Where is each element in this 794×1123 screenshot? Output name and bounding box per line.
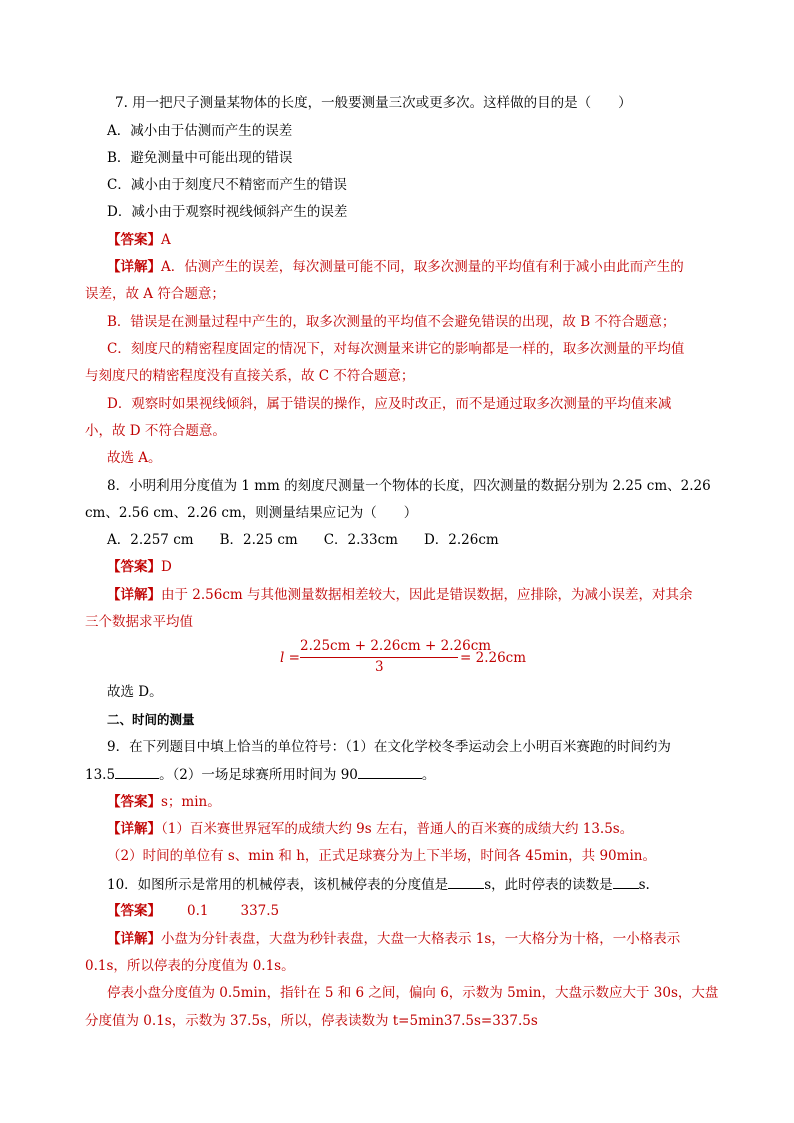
q10-detail-tag: 【详解】 xyxy=(107,931,161,947)
q10-detail-line: 停表小盘分度值为 0.5min，指针在 5 和 6 之间，偏向 6，示数为 5min，大盘示数应大于 30s，大盘 xyxy=(107,985,719,1001)
q7-detail-line: B．错误是在测量过程中产生的，取多次测量的平均值不会避免错误的出现，故 B 不符合题意； xyxy=(107,314,676,330)
q9-detail-line: （2）时间的单位有 s、min 和 h，正式足球赛分为上下半场，时间各 45min，共 90min。 xyxy=(107,848,656,864)
q10-stem-text: s，此时停表的读数是 xyxy=(484,877,613,893)
q7-detail-tag: 【详解】 xyxy=(107,259,161,275)
q8-options-row xyxy=(107,531,499,549)
q7-detail-row-1 xyxy=(107,258,684,276)
q7-answer-row xyxy=(107,231,171,249)
q7-conclusion: 故选 A。 xyxy=(107,450,162,466)
q8-option-a: A．2.257 cm xyxy=(107,532,194,548)
q10-detail-line: 小盘为分针表盘，大盘为秒针表盘，大盘一大格表示 1s，一大格分为十格，一小格表示 xyxy=(161,931,681,947)
q10-answer-row xyxy=(107,902,279,920)
q7-detail-line: 与刻度尺的精密程度没有直接关系，故 C 不符合题意； xyxy=(85,368,415,384)
q9-answer-tag: 【答案】 xyxy=(107,794,161,810)
q10-stem xyxy=(107,875,650,894)
q8-answer-tag: 【答案】 xyxy=(107,559,161,575)
q7-detail-line: 小，故 D 不符合题意。 xyxy=(85,423,226,439)
q7-detail-line: 误差，故 A 符合题意； xyxy=(85,286,225,302)
q8-detail-line: 由于 2.56cm 与其他测量数据相差较大，因此是错误数据，应排除，为减小误差，对其余 xyxy=(161,587,693,603)
q7-option-a: A．减小由于估测而产生的误差 xyxy=(107,123,293,139)
section-title: 二、时间的测量 xyxy=(107,712,195,727)
q10-blank-1[interactable] xyxy=(448,875,484,889)
q9-blank-1[interactable] xyxy=(115,765,159,779)
q10-detail-line: 分度值为 0.1s，示数为 37.5s，所以，停表读数为 t=5min37.5s=337.5s xyxy=(85,1013,538,1029)
q10-stem-text: s. xyxy=(638,877,650,893)
formula-lhs: l = xyxy=(280,650,300,666)
q7-option-b: B．避免测量中可能出现的错误 xyxy=(107,150,293,166)
q9-stem-text: 。（2）一场足球赛所用时间为 90 xyxy=(159,767,358,783)
q8-option-d: D．2.26cm xyxy=(423,532,499,548)
q8-detail-tag: 【详解】 xyxy=(107,587,161,603)
q10-detail-line: 0.1s，所以停表的分度值为 0.1s。 xyxy=(85,958,295,974)
q10-detail-row-1 xyxy=(107,930,680,948)
q9-detail-row-1 xyxy=(107,820,633,838)
q8-detail-line: 三个数据求平均值 xyxy=(85,614,193,630)
fraction-bar xyxy=(300,657,458,658)
q10-answer-1: 0.1 xyxy=(187,903,209,919)
q8-stem-line-1: 8．小明利用分度值为 1 mm 的刻度尺测量一个物体的长度，四次测量的数据分别为 2.25 cm、2.26 xyxy=(107,478,711,494)
q8-answer-row xyxy=(107,558,172,576)
q9-blank-2[interactable] xyxy=(358,765,422,779)
q7-answer-tag: 【答案】 xyxy=(107,232,161,248)
q7-detail-line: C．刻度尺的精密程度固定的情况下，对每次测量来讲它的影响都是一样的，取多次测量的平均值 xyxy=(107,341,685,357)
q7-option-c: C．减小由于刻度尺不精密而产生的错误 xyxy=(107,177,347,193)
q8-answer: D xyxy=(161,559,172,575)
q10-answer-tag: 【答案】 xyxy=(107,903,161,919)
q7-detail-line: A．估测产生的误差，每次测量可能不同，取多次测量的平均值有利于减小由此而产生的 xyxy=(161,259,684,275)
q8-conclusion: 故选 D。 xyxy=(107,684,163,700)
q7-stem: 7. 用一把尺子测量某物体的长度，一般要测量三次或更多次。这样做的目的是（ ） xyxy=(115,95,632,111)
q9-detail-line: （1）百米赛世界冠军的成绩大约 9s 左右，普通人的百米赛的成绩大约 13.5s。 xyxy=(161,821,634,837)
q9-detail-tag: 【详解】 xyxy=(107,821,161,837)
formula-rhs: = 2.26cm xyxy=(460,650,527,666)
q10-blank-2[interactable] xyxy=(613,875,639,889)
q9-answer-row xyxy=(107,793,221,811)
q7-answer: A xyxy=(161,232,171,248)
formula-numerator: 2.25cm + 2.26cm + 2.26cm xyxy=(300,638,492,654)
q8-option-b: B．2.25 cm xyxy=(219,532,298,548)
q10-answer-2: 337.5 xyxy=(240,903,280,919)
q9-stem-line-1: 9．在下列题目中填上恰当的单位符号：（1）在文化学校冬季运动会上小明百米赛跑的时间约为 xyxy=(107,739,671,755)
q9-stem-line-2 xyxy=(85,765,435,784)
q9-answer: s；min。 xyxy=(161,794,221,810)
q7-detail-line: D．观察时如果视线倾斜，属于错误的操作，应及时改正，而不是通过取多次测量的平均值来减 xyxy=(107,396,672,412)
q7-option-d: D．减小由于观察时视线倾斜产生的误差 xyxy=(107,204,348,220)
q10-stem-text: 10．如图所示是常用的机械停表，该机械停表的分度值是 xyxy=(107,877,449,893)
q8-option-c: C．2.33cm xyxy=(323,532,398,548)
formula-denominator: 3 xyxy=(375,659,384,675)
q9-stem-text: 13.5 xyxy=(85,767,116,783)
q8-stem-line-2: cm、2.56 cm、2.26 cm，则测量结果应记为（ ） xyxy=(85,505,418,521)
q8-detail-row-1 xyxy=(107,586,693,604)
formula-fraction xyxy=(300,638,492,680)
q9-stem-text: 。 xyxy=(421,767,436,783)
